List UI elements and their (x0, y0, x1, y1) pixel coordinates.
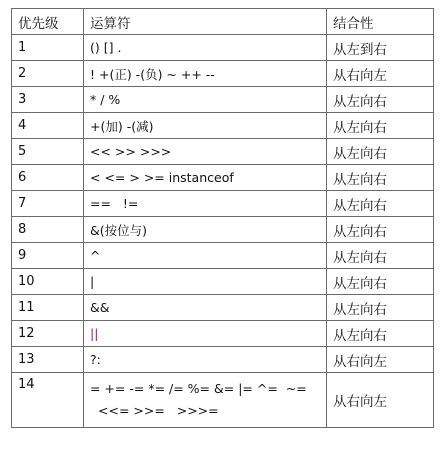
table-row (12, 347, 434, 373)
priority-cell: 4 (12, 113, 84, 139)
table-row (12, 373, 434, 428)
priority-cell: 2 (12, 61, 84, 87)
priority-cell: 12 (12, 321, 84, 347)
associativity-cell: 从左向右 (327, 139, 434, 165)
table-row (12, 243, 434, 269)
header-associativity: 结合性 (327, 9, 434, 35)
associativity-cell: 从右向左 (327, 347, 434, 373)
associativity-cell: 从左到右 (327, 35, 434, 61)
table-row (12, 217, 434, 243)
operators-cell: | (84, 269, 327, 295)
operator-precedence-table (11, 8, 434, 428)
priority-cell: 3 (12, 87, 84, 113)
associativity-cell: 从左向右 (327, 217, 434, 243)
associativity-cell: 从右向左 (327, 373, 434, 428)
associativity-cell: 从左向右 (327, 113, 434, 139)
operators-cell: * / % (84, 87, 327, 113)
priority-cell: 1 (12, 35, 84, 61)
associativity-cell: 从左向右 (327, 191, 434, 217)
priority-cell: 8 (12, 217, 84, 243)
table-row (12, 139, 434, 165)
table-row (12, 295, 434, 321)
priority-cell: 5 (12, 139, 84, 165)
table-row (12, 269, 434, 295)
operators-line-1: = += -= *= /= %= &= |= ^= ~= (90, 381, 307, 396)
operators-cell: && (84, 295, 327, 321)
associativity-cell: 从左向右 (327, 295, 434, 321)
operators-line-2: <<= >>= >>>= (98, 403, 219, 418)
table-row (12, 35, 434, 61)
table-row (12, 165, 434, 191)
operators-cell: < <= > >= instanceof (84, 165, 327, 191)
priority-cell: 6 (12, 165, 84, 191)
associativity-cell: 从左向右 (327, 321, 434, 347)
header-row (12, 9, 434, 35)
associativity-cell: 从左向右 (327, 243, 434, 269)
priority-cell: 7 (12, 191, 84, 217)
table-row (12, 87, 434, 113)
priority-cell: 10 (12, 269, 84, 295)
table-row (12, 191, 434, 217)
operators-cell: +(加) -(减) (84, 113, 327, 139)
table-row (12, 321, 434, 347)
priority-cell: 13 (12, 347, 84, 373)
header-operators: 运算符 (84, 9, 327, 35)
operators-cell: || (84, 321, 327, 347)
priority-cell: 14 (12, 373, 84, 428)
operators-cell: ?: (84, 347, 327, 373)
operators-cell: () [] . (84, 35, 327, 61)
operators-cell: == != (84, 191, 327, 217)
associativity-cell: 从左向右 (327, 269, 434, 295)
operators-cell: ^ (84, 243, 327, 269)
table-row (12, 113, 434, 139)
operators-cell (84, 373, 327, 428)
priority-cell: 9 (12, 243, 84, 269)
associativity-cell: 从左向右 (327, 165, 434, 191)
operators-cell: ! +(正) -(负) ~ ++ -- (84, 61, 327, 87)
priority-cell: 11 (12, 295, 84, 321)
operators-cell: &(按位与) (84, 217, 327, 243)
associativity-cell: 从左向右 (327, 87, 434, 113)
associativity-cell: 从右向左 (327, 61, 434, 87)
operators-cell: << >> >>> (84, 139, 327, 165)
header-priority: 优先级 (12, 9, 84, 35)
table-row (12, 61, 434, 87)
